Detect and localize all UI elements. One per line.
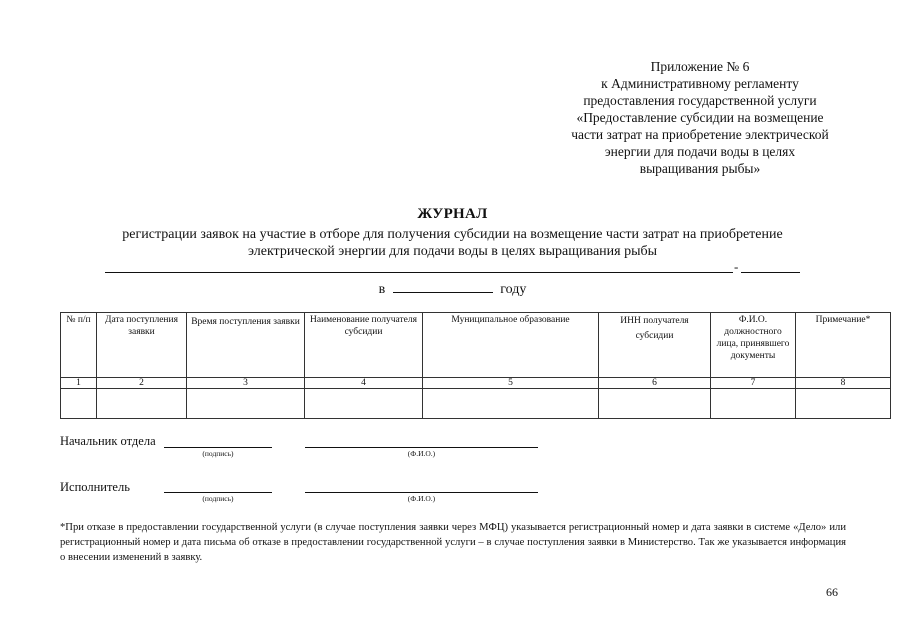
executor-label: Исполнитель: [60, 480, 130, 494]
number-blank-line: [741, 272, 800, 273]
executor-signature-line: [164, 492, 272, 493]
column-numbers-row: [61, 378, 891, 389]
column-header: Наименование получателя субсидии: [305, 313, 423, 378]
table-cell: [423, 389, 599, 419]
name-hint: (Ф.И.О.): [407, 449, 436, 458]
head-name-line: [305, 447, 538, 448]
table-cell: [796, 389, 891, 419]
column-number: 7: [711, 378, 796, 389]
journal-table: [60, 312, 891, 419]
column-number: 6: [599, 378, 711, 389]
table-cell: [187, 389, 305, 419]
appendix-line: части затрат на приобретение электрической: [571, 127, 829, 142]
appendix-line: выращивания рыбы»: [639, 161, 761, 176]
column-number: 4: [305, 378, 423, 389]
footnote: *При отказе в предоставлении государственной услуги (в случае поступления заявки через МФЦ) указывается регистрационный номер и дата заявки в системе «Дело» или регистрационный номер и дата письма об отказе в предоставлении государственной услуги – в случае поступления заявки в Министерство. Так же указывается информация о внесении изменений в заявку.: [60, 522, 846, 563]
column-header: Дата поступления заявки: [97, 313, 187, 378]
subtitle-line-2: электрической энергии для подачи воды в целях выращивания рыбы: [247, 244, 658, 259]
head-signature-line: [164, 447, 272, 448]
table-cell: [305, 389, 423, 419]
year-prefix: в: [378, 282, 386, 297]
column-header: Муниципальное образование: [423, 313, 599, 378]
journal-title: ЖУРНАЛ: [417, 206, 488, 222]
subtitle-line-1: регистрации заявок на участие в отборе для получения субсидии на возмещение части затрат на приобретение: [122, 227, 783, 242]
column-number: 8: [796, 378, 891, 389]
column-number: 1: [61, 378, 97, 389]
column-number: 3: [187, 378, 305, 389]
page-number: 66: [826, 585, 838, 599]
year-suffix: году: [500, 282, 527, 297]
table-cell: [61, 389, 97, 419]
column-header: Время поступления заявки: [187, 313, 305, 378]
table-header-row: [61, 313, 891, 378]
column-header: № п/п: [61, 313, 97, 378]
year-blank: [393, 280, 493, 293]
executor-name-line: [305, 492, 538, 493]
signature-hint: (подпись): [202, 449, 234, 458]
column-header: Ф.И.О. должностного лица, принявшего документы: [711, 313, 796, 378]
organization-blank-line: [105, 272, 733, 273]
table-cell: [97, 389, 187, 419]
empty-entry-row: [61, 389, 891, 419]
column-number: 5: [423, 378, 599, 389]
appendix-line: к Административному регламенту: [601, 76, 799, 91]
column-header: ИНН получателя субсидии: [599, 313, 711, 378]
table-cell: [711, 389, 796, 419]
blank-dash: -: [734, 259, 739, 274]
signature-hint: (подпись): [202, 494, 234, 503]
table-cell: [599, 389, 711, 419]
appendix-line: «Предоставление субсидии на возмещение: [576, 110, 824, 125]
appendix-line: Приложение № 6: [650, 59, 750, 74]
name-hint: (Ф.И.О.): [407, 494, 436, 503]
year-line: [0, 280, 905, 298]
head-of-department-label: Начальник отдела: [60, 434, 156, 448]
appendix-line: энергии для подачи воды в целях: [604, 144, 796, 159]
journal-subtitle: [0, 226, 905, 260]
column-number: 2: [97, 378, 187, 389]
appendix-line: предоставления государственной услуги: [583, 93, 817, 108]
column-header: Примечание*: [796, 313, 891, 378]
appendix-header: [540, 58, 860, 177]
